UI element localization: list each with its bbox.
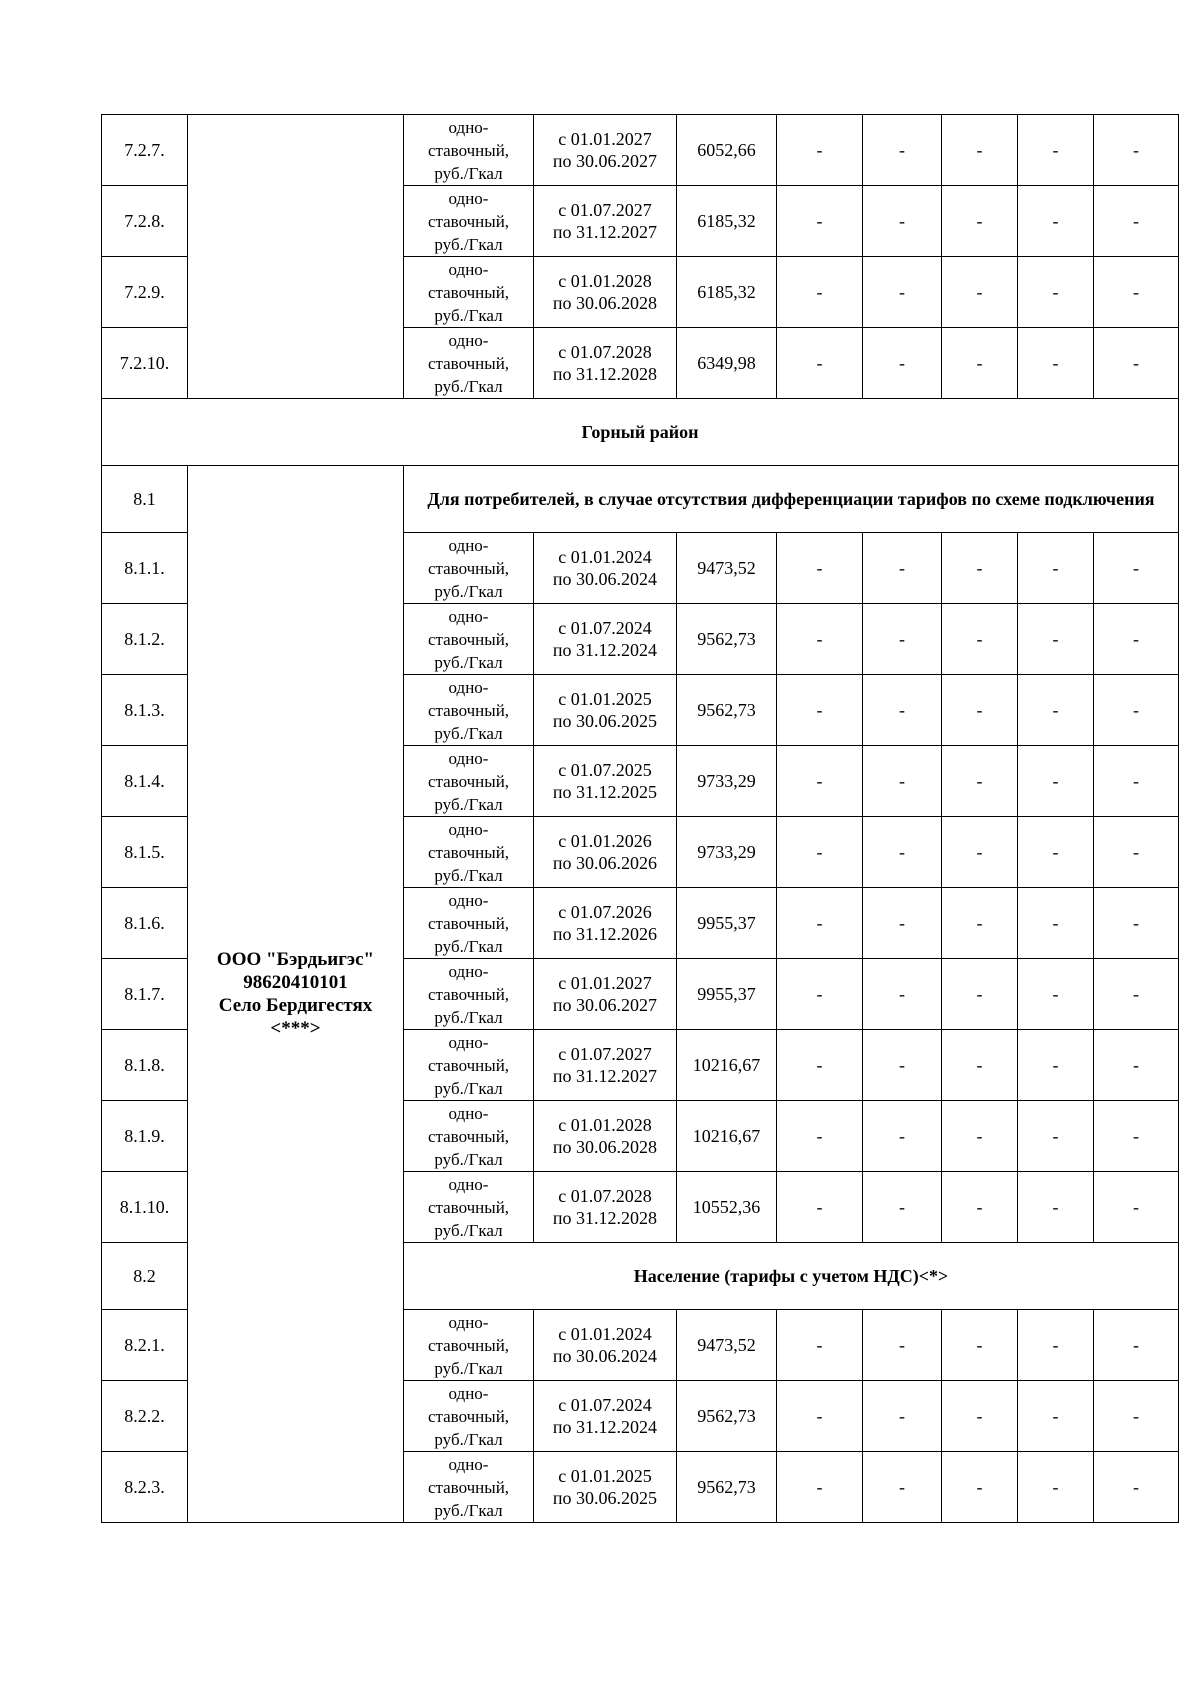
dash-cell: - <box>942 1310 1018 1381</box>
dash-cell: - <box>863 817 942 888</box>
dash-cell: - <box>1094 888 1179 959</box>
tariff-value: 9473,52 <box>677 533 777 604</box>
dash-cell: - <box>942 1381 1018 1452</box>
validity-period: с 01.07.2028 по 31.12.2028 <box>534 1172 677 1243</box>
dash-cell: - <box>1018 1030 1094 1101</box>
dash-cell: - <box>1018 186 1094 257</box>
row-number: 8.1.7. <box>102 959 188 1030</box>
dash-cell: - <box>1018 817 1094 888</box>
tariff-value: 9562,73 <box>677 604 777 675</box>
validity-period: с 01.01.2024 по 30.06.2024 <box>534 533 677 604</box>
dash-cell: - <box>863 959 942 1030</box>
dash-cell: - <box>777 257 863 328</box>
rate-type: одно- ставочный, руб./Гкал <box>404 746 534 817</box>
dash-cell: - <box>863 533 942 604</box>
dash-cell: - <box>777 328 863 399</box>
dash-cell: - <box>1094 257 1179 328</box>
dash-cell: - <box>863 746 942 817</box>
group-header-row <box>102 466 1179 533</box>
validity-period: с 01.07.2028 по 31.12.2028 <box>534 328 677 399</box>
dash-cell: - <box>777 1310 863 1381</box>
dash-cell: - <box>777 604 863 675</box>
row-number: 8.1.8. <box>102 1030 188 1101</box>
dash-cell: - <box>1094 746 1179 817</box>
dash-cell: - <box>1094 115 1179 186</box>
tariff-value: 6185,32 <box>677 257 777 328</box>
dash-cell: - <box>777 1452 863 1523</box>
rate-type: одно- ставочный, руб./Гкал <box>404 1172 534 1243</box>
rate-type: одно- ставочный, руб./Гкал <box>404 675 534 746</box>
dash-cell: - <box>1094 959 1179 1030</box>
dash-cell: - <box>942 1452 1018 1523</box>
row-number: 7.2.7. <box>102 115 188 186</box>
dash-cell: - <box>942 533 1018 604</box>
validity-period: с 01.01.2024 по 30.06.2024 <box>534 1310 677 1381</box>
dash-cell: - <box>777 1030 863 1101</box>
dash-cell: - <box>863 604 942 675</box>
organization-cell: ООО "Бэрдьигэс" 98620410101 Село Бердигестях <***> <box>188 466 404 1523</box>
dash-cell: - <box>942 746 1018 817</box>
dash-cell: - <box>777 746 863 817</box>
rate-type: одно- ставочный, руб./Гкал <box>404 604 534 675</box>
dash-cell: - <box>942 1172 1018 1243</box>
dash-cell: - <box>1018 1172 1094 1243</box>
tariff-value: 9955,37 <box>677 888 777 959</box>
tariff-value: 10216,67 <box>677 1030 777 1101</box>
dash-cell: - <box>777 959 863 1030</box>
dash-cell: - <box>1094 1101 1179 1172</box>
dash-cell: - <box>863 1101 942 1172</box>
dash-cell: - <box>1094 1381 1179 1452</box>
rate-type: одно- ставочный, руб./Гкал <box>404 959 534 1030</box>
validity-period: с 01.01.2026 по 30.06.2026 <box>534 817 677 888</box>
dash-cell: - <box>863 1172 942 1243</box>
organization-cell-continued <box>188 115 404 399</box>
tariff-value: 9562,73 <box>677 675 777 746</box>
tariff-value: 9473,52 <box>677 1310 777 1381</box>
dash-cell: - <box>1094 817 1179 888</box>
validity-period: с 01.07.2024 по 31.12.2024 <box>534 604 677 675</box>
dash-cell: - <box>777 888 863 959</box>
tariff-value: 10216,67 <box>677 1101 777 1172</box>
rate-type: одно- ставочный, руб./Гкал <box>404 328 534 399</box>
dash-cell: - <box>942 115 1018 186</box>
dash-cell: - <box>1094 1172 1179 1243</box>
row-number: 8.2.2. <box>102 1381 188 1452</box>
validity-period: с 01.07.2027 по 31.12.2027 <box>534 1030 677 1101</box>
dash-cell: - <box>1018 959 1094 1030</box>
row-number: 8.1.4. <box>102 746 188 817</box>
validity-period: с 01.01.2027 по 30.06.2027 <box>534 115 677 186</box>
tariff-value: 6052,66 <box>677 115 777 186</box>
dash-cell: - <box>863 186 942 257</box>
dash-cell: - <box>1094 186 1179 257</box>
table-row <box>102 115 1179 186</box>
dash-cell: - <box>942 817 1018 888</box>
tariff-table <box>101 114 1179 1523</box>
tariff-value: 9955,37 <box>677 959 777 1030</box>
tariff-value: 9733,29 <box>677 746 777 817</box>
rate-type: одно- ставочный, руб./Гкал <box>404 186 534 257</box>
district-name: Горный район <box>102 399 1179 466</box>
validity-period: с 01.01.2025 по 30.06.2025 <box>534 1452 677 1523</box>
row-number: 8.1.2. <box>102 604 188 675</box>
dash-cell: - <box>1018 1381 1094 1452</box>
row-number: 8.1.3. <box>102 675 188 746</box>
dash-cell: - <box>777 1172 863 1243</box>
validity-period: с 01.01.2025 по 30.06.2025 <box>534 675 677 746</box>
row-number: 8.1.1. <box>102 533 188 604</box>
row-number: 7.2.8. <box>102 186 188 257</box>
group-title: Население (тарифы с учетом НДС)<*> <box>404 1243 1179 1310</box>
dash-cell: - <box>1018 1101 1094 1172</box>
dash-cell: - <box>1018 888 1094 959</box>
validity-period: с 01.07.2025 по 31.12.2025 <box>534 746 677 817</box>
dash-cell: - <box>1094 1310 1179 1381</box>
rate-type: одно- ставочный, руб./Гкал <box>404 1381 534 1452</box>
validity-period: с 01.01.2028 по 30.06.2028 <box>534 257 677 328</box>
dash-cell: - <box>863 675 942 746</box>
dash-cell: - <box>942 604 1018 675</box>
dash-cell: - <box>863 328 942 399</box>
group-number: 8.1 <box>102 466 188 533</box>
row-number: 8.1.5. <box>102 817 188 888</box>
dash-cell: - <box>942 888 1018 959</box>
row-number: 8.2.3. <box>102 1452 188 1523</box>
dash-cell: - <box>777 115 863 186</box>
dash-cell: - <box>1018 328 1094 399</box>
dash-cell: - <box>863 1310 942 1381</box>
dash-cell: - <box>777 675 863 746</box>
dash-cell: - <box>777 1101 863 1172</box>
dash-cell: - <box>1018 604 1094 675</box>
dash-cell: - <box>777 186 863 257</box>
rate-type: одно- ставочный, руб./Гкал <box>404 817 534 888</box>
row-number: 8.2.1. <box>102 1310 188 1381</box>
dash-cell: - <box>863 115 942 186</box>
dash-cell: - <box>1094 1030 1179 1101</box>
dash-cell: - <box>942 959 1018 1030</box>
dash-cell: - <box>942 675 1018 746</box>
dash-cell: - <box>863 257 942 328</box>
rate-type: одно- ставочный, руб./Гкал <box>404 115 534 186</box>
dash-cell: - <box>1018 746 1094 817</box>
tariff-value: 6349,98 <box>677 328 777 399</box>
dash-cell: - <box>942 186 1018 257</box>
rate-type: одно- ставочный, руб./Гкал <box>404 888 534 959</box>
rate-type: одно- ставочный, руб./Гкал <box>404 1452 534 1523</box>
dash-cell: - <box>942 328 1018 399</box>
row-number: 8.1.10. <box>102 1172 188 1243</box>
dash-cell: - <box>777 533 863 604</box>
tariff-value: 6185,32 <box>677 186 777 257</box>
tariff-value: 9562,73 <box>677 1381 777 1452</box>
row-number: 7.2.10. <box>102 328 188 399</box>
rate-type: одно- ставочный, руб./Гкал <box>404 1310 534 1381</box>
validity-period: с 01.01.2027 по 30.06.2027 <box>534 959 677 1030</box>
tariff-table-body <box>102 115 1179 1523</box>
rate-type: одно- ставочный, руб./Гкал <box>404 533 534 604</box>
rate-type: одно- ставочный, руб./Гкал <box>404 1101 534 1172</box>
tariff-value: 9562,73 <box>677 1452 777 1523</box>
validity-period: с 01.07.2026 по 31.12.2026 <box>534 888 677 959</box>
group-number: 8.2 <box>102 1243 188 1310</box>
dash-cell: - <box>1018 675 1094 746</box>
dash-cell: - <box>777 817 863 888</box>
dash-cell: - <box>942 1101 1018 1172</box>
dash-cell: - <box>1018 1310 1094 1381</box>
row-number: 8.1.6. <box>102 888 188 959</box>
dash-cell: - <box>863 1452 942 1523</box>
dash-cell: - <box>1018 1452 1094 1523</box>
dash-cell: - <box>863 1381 942 1452</box>
dash-cell: - <box>1018 115 1094 186</box>
dash-cell: - <box>1094 675 1179 746</box>
validity-period: с 01.07.2024 по 31.12.2024 <box>534 1381 677 1452</box>
row-number: 7.2.9. <box>102 257 188 328</box>
dash-cell: - <box>1018 257 1094 328</box>
dash-cell: - <box>863 1030 942 1101</box>
dash-cell: - <box>1094 533 1179 604</box>
dash-cell: - <box>863 888 942 959</box>
dash-cell: - <box>1094 1452 1179 1523</box>
dash-cell: - <box>942 1030 1018 1101</box>
tariff-value: 10552,36 <box>677 1172 777 1243</box>
group-title: Для потребителей, в случае отсутствия дифференциации тарифов по схеме подключения <box>404 466 1179 533</box>
rate-type: одно- ставочный, руб./Гкал <box>404 1030 534 1101</box>
dash-cell: - <box>1094 604 1179 675</box>
dash-cell: - <box>1018 533 1094 604</box>
district-header-row <box>102 399 1179 466</box>
validity-period: с 01.07.2027 по 31.12.2027 <box>534 186 677 257</box>
dash-cell: - <box>777 1381 863 1452</box>
validity-period: с 01.01.2028 по 30.06.2028 <box>534 1101 677 1172</box>
tariff-value: 9733,29 <box>677 817 777 888</box>
row-number: 8.1.9. <box>102 1101 188 1172</box>
dash-cell: - <box>1094 328 1179 399</box>
rate-type: одно- ставочный, руб./Гкал <box>404 257 534 328</box>
dash-cell: - <box>942 257 1018 328</box>
